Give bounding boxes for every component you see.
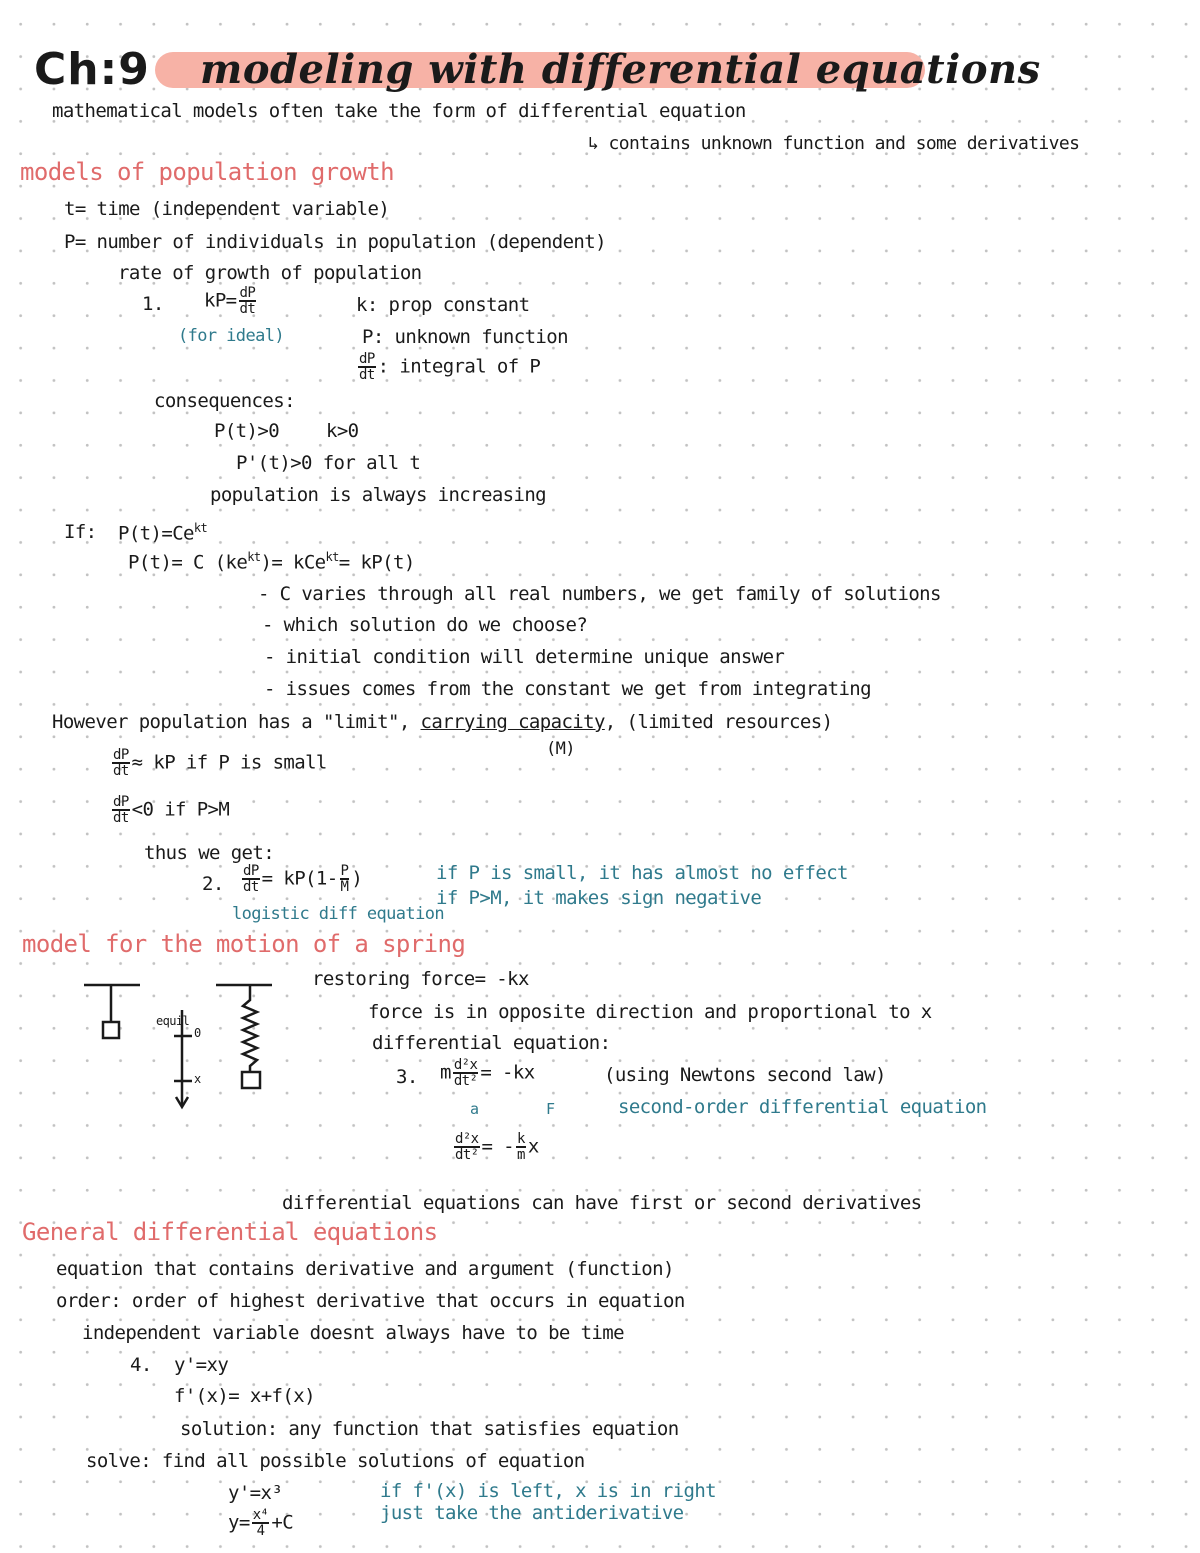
zero-label: 0	[194, 1026, 201, 1040]
small-rest: ≈ kP if P is small	[131, 751, 327, 774]
eq3-frac-den: dt²	[453, 1073, 478, 1089]
eq2-inner-fraction	[340, 864, 350, 894]
p-unknown: P: unknown function	[362, 326, 568, 348]
force-direction: force is in opposite direction and proportional to x	[368, 1001, 932, 1023]
deriv-b: )= kCe	[260, 551, 326, 574]
label-a: a	[470, 1100, 479, 1118]
general-def-1: equation that contains derivative and argument (function)	[56, 1258, 674, 1280]
dpdt-frac-den: dt	[359, 367, 375, 383]
s2-num: x⁴	[252, 1507, 269, 1523]
deriv-exp-1: kt	[247, 550, 261, 564]
p-definition: P= number of individuals in population (dependent)	[64, 231, 606, 253]
logistic-label: logistic diff equation	[232, 904, 444, 924]
eq3b-frac-num: d²x	[455, 1131, 479, 1147]
eq3b-mid: = -	[481, 1135, 515, 1158]
spring-coil	[243, 985, 257, 1072]
thus-label: thus we get:	[144, 842, 275, 864]
diff-eq-label: differential equation:	[372, 1032, 611, 1054]
consequence-1: P(t)>0	[214, 420, 280, 442]
second-order-note: second-order differential equation	[618, 1096, 987, 1118]
consequence-4: population is always increasing	[210, 484, 547, 506]
intro-subline: ↳ contains unknown function and some derivatives	[588, 133, 1080, 154]
eq3-rest: = -kx	[480, 1061, 535, 1084]
newton-note: (using Newtons second law)	[604, 1064, 886, 1086]
eq2-in-den: M	[340, 879, 349, 895]
eq3-number: 3.	[396, 1066, 418, 1088]
small-frac-den: dt	[113, 763, 129, 779]
eq3b-in-den: m	[517, 1147, 525, 1163]
intro-line: mathematical models often take the form of differential equation	[52, 100, 746, 122]
eq3b-end: x	[527, 1135, 539, 1158]
small-frac-num: dP	[113, 747, 129, 763]
restoring-force: restoring force= -kx	[312, 968, 529, 990]
however-line	[52, 711, 832, 733]
eq3-fraction	[453, 1058, 479, 1088]
rate-of-growth: rate of growth of population	[118, 262, 422, 284]
bullet-2: - which solution do we choose?	[262, 614, 588, 636]
general-def-3: independent variable doesnt always have to be time	[82, 1322, 624, 1344]
chapter-label: Ch:9	[34, 44, 150, 95]
big-fraction	[112, 795, 130, 825]
s2-fraction	[252, 1508, 270, 1538]
bullet-3: - initial condition will determine unique answer	[264, 646, 785, 668]
eq1-fraction	[239, 286, 257, 316]
if-equation	[118, 521, 207, 544]
if-eq-exp: kt	[193, 521, 208, 535]
bullet-1: - C varies through all real numbers, we get family of solutions	[258, 583, 941, 605]
deriv-exp-2: kt	[325, 550, 339, 564]
section-heading-general: General differential equations	[22, 1218, 438, 1246]
eq2-frac-num: dP	[243, 863, 259, 879]
small-fraction	[112, 748, 130, 778]
m-label: (M)	[546, 739, 575, 759]
eq3b-in-num: k	[517, 1131, 525, 1147]
consequences-label: consequences:	[154, 390, 295, 412]
eq1-lhs: kP=	[204, 289, 237, 312]
bullet-4: - issues comes from the constant we get from integrating	[264, 678, 871, 700]
equil-label: equil	[156, 1014, 190, 1028]
consequence-3: P'(t)>0 for all t	[236, 452, 421, 474]
eq2	[240, 864, 362, 894]
eq3-m: m	[440, 1061, 451, 1084]
t-definition: t= time (independent variable)	[64, 198, 390, 220]
eq2-frac-den: dt	[243, 879, 259, 895]
note-big-p: if P>M, it makes sign negative	[436, 887, 762, 909]
eq2-mid: = kP(1-	[261, 867, 338, 890]
small-p-condition	[110, 748, 327, 778]
however-pre: However population has a "limit",	[52, 711, 421, 733]
note-small-p: if P is small, it has almost no effect	[436, 862, 848, 884]
eq2-fraction	[242, 864, 260, 894]
derivative-equation	[128, 550, 415, 573]
carrying-capacity: carrying capacity	[420, 711, 605, 733]
eq1-frac-den: dt	[239, 301, 256, 317]
big-frac-num: dP	[113, 794, 129, 810]
dpdt-text: : integral of P	[377, 355, 541, 378]
big-frac-den: dt	[113, 810, 129, 826]
if-label: If:	[64, 521, 97, 543]
eq3b-frac-den: dt²	[455, 1147, 479, 1163]
section-heading-spring: model for the motion of a spring	[22, 930, 466, 958]
tip-2: just take the antiderivative	[380, 1502, 684, 1524]
deriv-a: P(t)= C (ke	[128, 551, 248, 574]
eq2-in-num: P	[340, 863, 349, 879]
solve-def: solve: find all possible solutions of equation	[86, 1450, 585, 1472]
solution-def: solution: any function that satisfies equation	[180, 1418, 679, 1440]
example-2: f'(x)= x+f(x)	[174, 1385, 315, 1407]
spring-diagram	[0, 0, 1, 1]
label-f: F	[546, 1100, 555, 1118]
x-label: x	[194, 1072, 201, 1086]
general-def-2: order: order of highest derivative that occurs in equation	[56, 1290, 685, 1312]
tip-1: if f'(x) is left, x is in right	[380, 1480, 717, 1502]
however-post: , (limited resources)	[604, 711, 833, 733]
dpdt-fraction	[358, 352, 376, 382]
solve-step-1: y'=x³	[228, 1482, 283, 1504]
s2-pre: y=	[228, 1511, 250, 1534]
s2-den: 4	[256, 1523, 265, 1539]
for-ideal-note: (for ideal)	[178, 326, 284, 346]
dpdt-frac-num: dP	[359, 351, 375, 367]
solve-step-2	[228, 1508, 293, 1538]
consequence-2: k>0	[326, 420, 359, 442]
eq2-end: )	[351, 867, 363, 890]
eq1-frac-num: dP	[239, 285, 256, 301]
example-number: 4.	[130, 1354, 152, 1376]
mass-block-1	[103, 1022, 119, 1038]
k-definition: k: prop constant	[356, 294, 530, 316]
eq3b-inner-fraction	[516, 1132, 526, 1162]
page-title: modeling with differential equations	[200, 46, 1041, 93]
dpdt-definition	[356, 352, 540, 382]
eq3-frac-num: d²x	[453, 1057, 478, 1073]
s2-post: +C	[271, 1511, 294, 1534]
example-1: y'=xy	[174, 1354, 229, 1376]
eq3b-fraction	[454, 1132, 480, 1162]
if-eq-base: P(t)=Ce	[118, 522, 194, 545]
mass-block-2	[242, 1072, 260, 1088]
eq1-number: 1.	[142, 293, 164, 315]
big-rest: <0 if P>M	[131, 798, 230, 821]
section-heading-population: models of population growth	[20, 158, 394, 186]
eq2-number: 2.	[202, 873, 224, 895]
eq1	[204, 286, 258, 316]
eq3	[440, 1058, 535, 1088]
first-second-note: differential equations can have first or second derivatives	[282, 1192, 922, 1214]
eq3b	[452, 1132, 539, 1162]
big-p-condition	[110, 795, 229, 825]
deriv-c: = kP(t)	[338, 551, 415, 574]
